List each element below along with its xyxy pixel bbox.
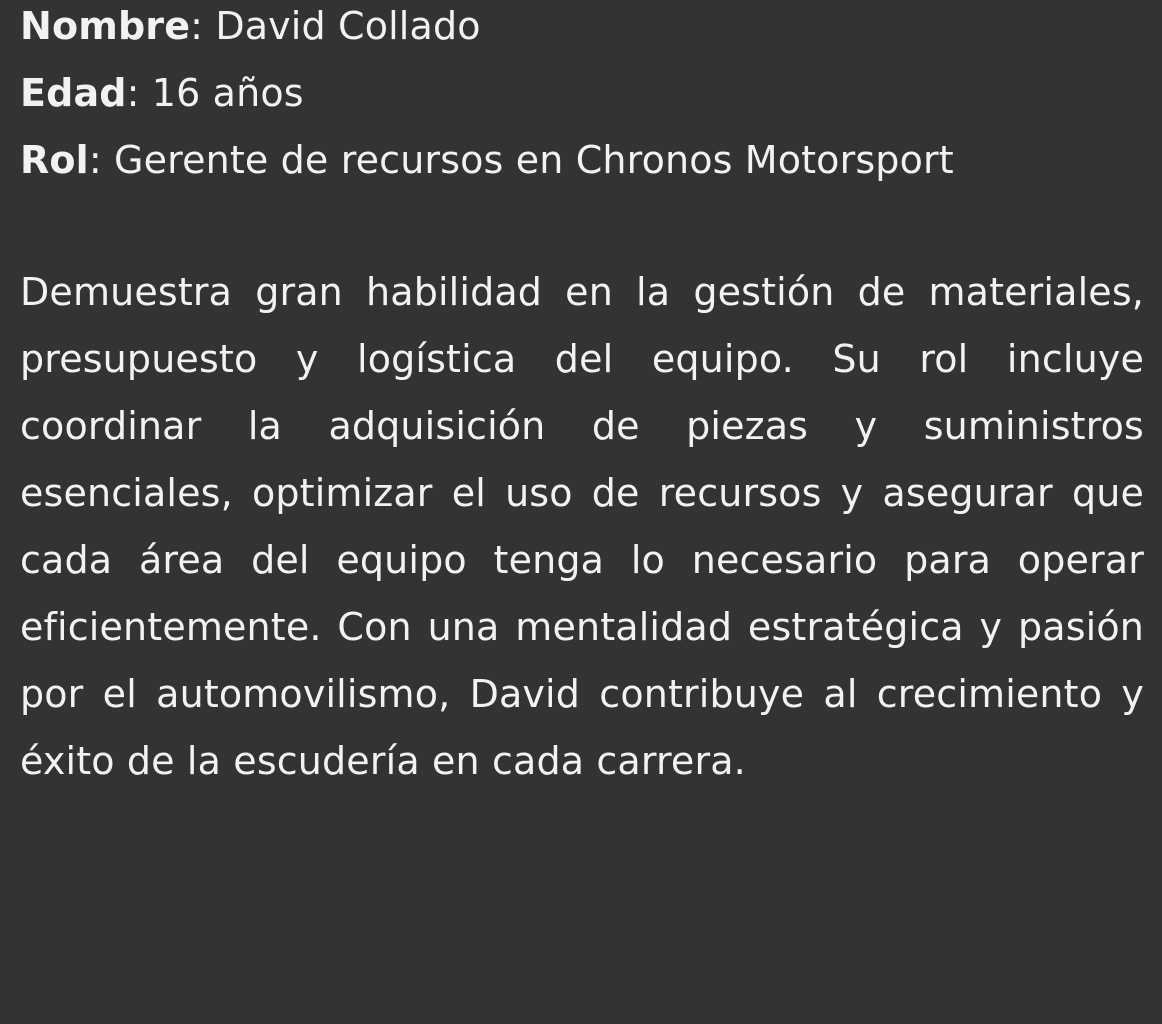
name-separator: : bbox=[190, 4, 204, 48]
age-value: 16 años bbox=[151, 71, 304, 115]
role-value: Gerente de recursos en Chronos Motorsport bbox=[114, 138, 954, 182]
bio-paragraph: Demuestra gran habilidad en la gestión de materiales, presupuesto y logística del equipo. Su rol incluye coordinar la adquisición de piezas y suministros esenciales, optimizar el uso de recursos y asegurar que cada área del equipo tenga lo necesario para operar eficientemente. Con una mentalidad estratégica y pasión por el automovilismo, David contribuye al crecimiento y éxito de la escudería en cada carrera. bbox=[20, 270, 1144, 783]
name-value: David Collado bbox=[215, 4, 481, 48]
name-row bbox=[20, 0, 1144, 60]
name-label: Nombre bbox=[20, 4, 191, 48]
role-label: Rol bbox=[20, 138, 89, 182]
role-separator: : bbox=[88, 138, 102, 182]
age-label: Edad bbox=[20, 71, 127, 115]
age-row bbox=[20, 60, 1144, 127]
role-row bbox=[20, 127, 1144, 194]
age-separator: : bbox=[126, 71, 140, 115]
